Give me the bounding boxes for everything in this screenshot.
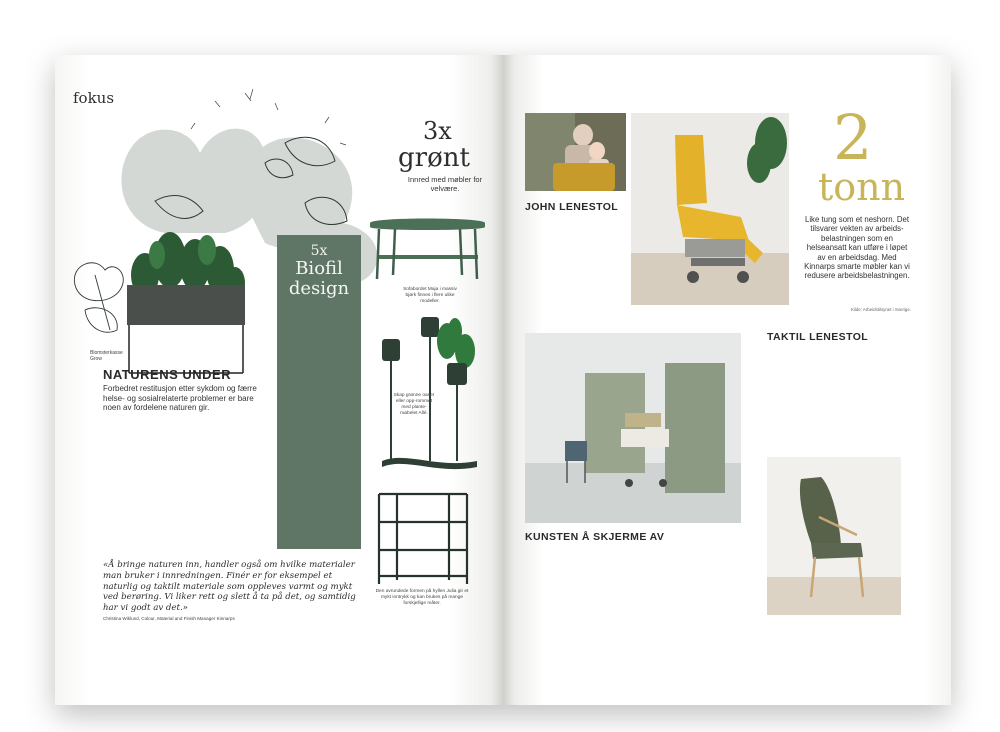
left-page	[55, 55, 503, 705]
photo-hospital-screens	[525, 333, 741, 523]
grønt-word: grønt	[398, 143, 470, 173]
shelf-julia-image	[373, 488, 473, 588]
john-heading: JOHN LENESTOL	[525, 201, 619, 213]
taktil-heading: TAKTIL LENESTOL	[767, 331, 869, 343]
magazine-spread	[55, 55, 951, 705]
tonn-source: Kilde: Arbeidstilsynet i Sverige.	[850, 307, 911, 312]
planter-photo	[115, 215, 255, 375]
biofil-line1: Biofil	[295, 258, 343, 279]
photo-john-lenestol-chair	[631, 113, 789, 305]
table-caption: Sofabordet Maja i massiv bjørk finnes i flere ulike modeller.	[403, 287, 457, 304]
biofil-panel	[277, 235, 361, 549]
pull-quote: «Å bringe naturen inn, handler også om hvilke materialer man bruker i innredningen. Finér er for eksempel et naturlig og taktilt materiale som oppleves varmt og mykt ved berøring. Vi liker rett og slett å ta på det, og samtidig har vi godt av det.»	[103, 560, 356, 614]
planter-grow-image	[115, 215, 255, 375]
table-maja-image	[365, 213, 490, 283]
kunsten-heading: KUNSTEN Å SKJERME AV	[525, 531, 665, 543]
planter-caption: Blomsterkasse Grow	[90, 350, 123, 362]
photo-lenestol-family	[525, 113, 626, 191]
photo-taktil-chair	[767, 457, 901, 615]
tonn-number: 2	[833, 101, 873, 174]
grønt-number: 3x	[423, 117, 452, 145]
tonn-text: Like tung som et neshorn. Det tilsvarer vekten av arbeids-belastningen som en helseansatt kan utføre i løpet av en arbeidsdag. Med Kinnarps smarte møbler kan vi redusere arbeidsbelastningen.	[804, 215, 910, 281]
lead-intro: Forbedret restitusjon etter sykdom og færre helse- og sosialrelaterte problemer er bare noen av fordelene naturen gir.	[103, 384, 257, 412]
lead-heading: NATURENS UNDER	[103, 367, 232, 382]
section-label: fokus	[73, 89, 115, 107]
plant-stand-caption: Skap grønne oaser eller opp-rommet med plante-møbelet Allé.	[393, 393, 435, 416]
biofil-number: 5x	[310, 243, 328, 259]
quote-attribution: Christina Wiklund, Colour, Material and Finish Manager Kinnarps	[103, 616, 235, 621]
book-gutter	[491, 55, 515, 705]
shelf-caption: Den avrundede formen på hyllen Julia gir et mykt inntrykk og kan brukes på mange forskjellige måter.	[375, 589, 469, 606]
tonn-word: tonn	[818, 165, 906, 209]
right-page	[503, 55, 951, 705]
biofil-line2: design	[288, 278, 350, 299]
biofil-tips	[277, 299, 361, 305]
grønt-subtitle: Innred med møbler for velvære.	[407, 175, 483, 193]
